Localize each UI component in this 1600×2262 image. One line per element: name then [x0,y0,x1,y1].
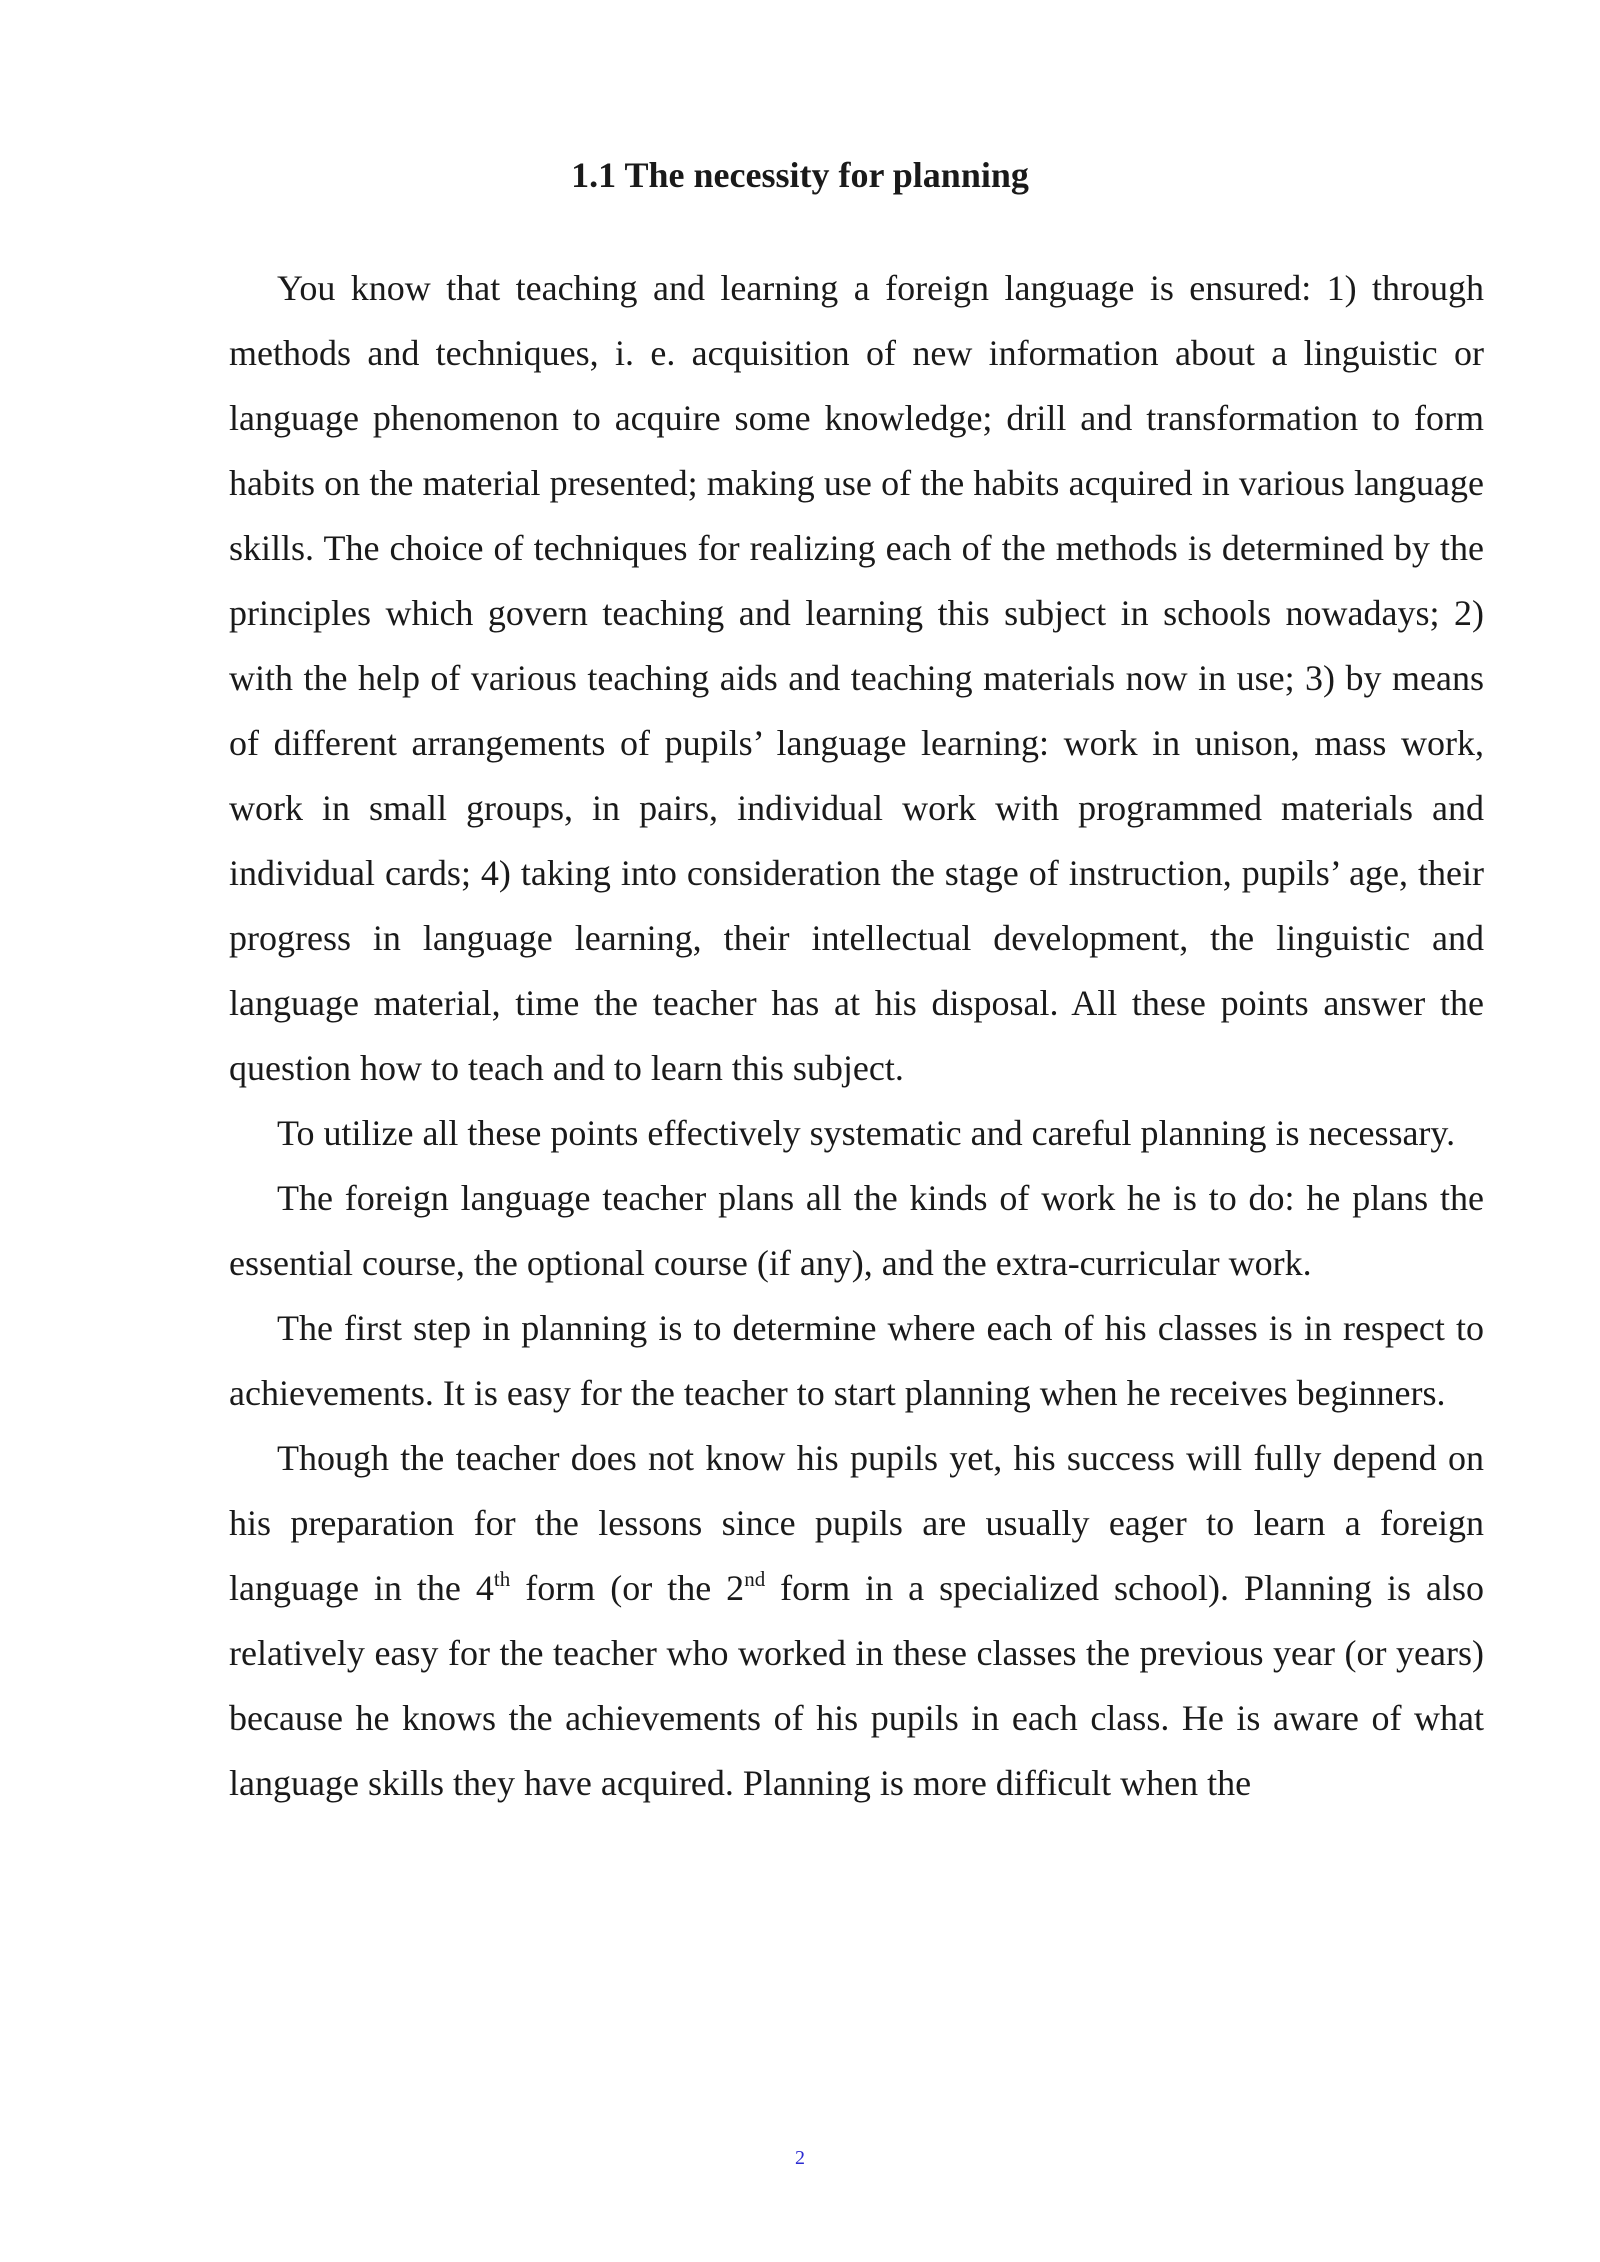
body-text [229,256,1484,1816]
paragraph-5-part-3: form in a specialized school). Planning is also relatively easy for the teacher who worked in these classes the previous year (or years) because he knows the achievements of his pupils in each class. He is aware of what language skills they have acquired. Planning is more difficult when the [229,1568,1485,1803]
ordinal-suffix-nd: nd [744,1567,766,1591]
paragraph-2: To utilize all these points effectively systematic and careful planning is necessary. [277,1113,1456,1153]
section-heading: 1.1 The necessity for planning [571,155,1029,195]
ordinal-suffix-th: th [493,1567,511,1591]
page-number: 2 [795,2147,805,2169]
paragraph-1: You know that teaching and learning a foreign language is ensured: 1) through methods and techniques, i. e. acquisition of new information about a linguistic or language phenomenon to acquire some knowledge; drill and transformation to form habits on the material presented; making use of the habits acquired in various language skills. The choice of techniques for realizing each of the methods is determined by the principles which govern teaching and learning this subject in schools nowadays; 2) with the help of various teaching aids and teaching materials now in use; 3) by means of different arrangements of pupils’ language learning: work in unison, mass work, work in small groups, in pairs, individual work with programmed materials and individual cards; 4) taking into consideration the stage of instruction, pupils’ age, their progress in language learning, their intellectual development, the linguistic and language material, time the teacher has at his disposal. All these points answer the question how to teach and to learn this subject. [229,268,1484,1088]
paragraph-5-part-1: Though the teacher does not know his pupils yet, his success will fully depend on his preparation for the lessons since pupils are usually eager to learn a foreign language in the 4 [229,1438,1484,1608]
paragraph-5 [229,1426,1484,1816]
paragraph-3: The foreign language teacher plans all the kinds of work he is to do: he plans the essential course, the optional course (if any), and the extra-curricular work. [229,1178,1484,1283]
paragraph-5-part-2: form (or the 2 [510,1568,745,1608]
paragraph-4: The first step in planning is to determine where each of his classes is in respect to achievements. It is easy for the teacher to start planning when he receives beginners. [229,1308,1484,1413]
